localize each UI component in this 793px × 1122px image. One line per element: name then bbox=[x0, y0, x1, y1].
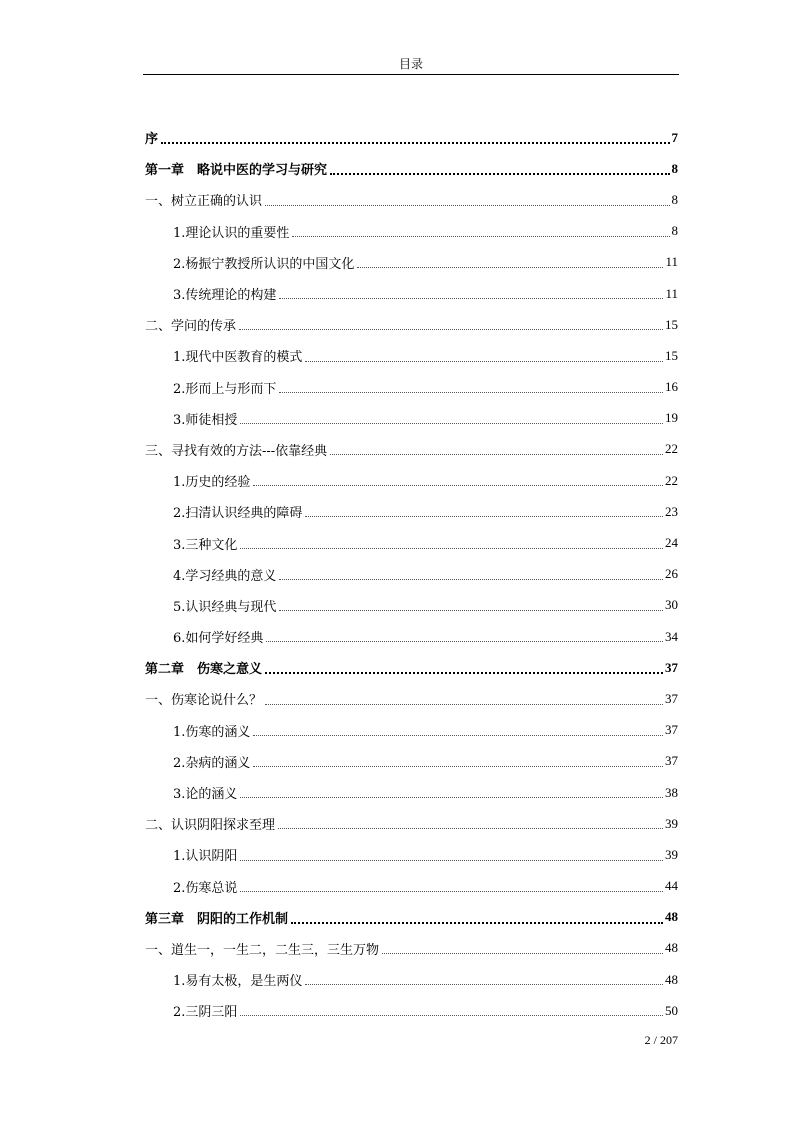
toc-entry-page-number: 39 bbox=[665, 846, 678, 862]
toc-entry-label: 2.杨振宁教授所认识的中国文化 bbox=[173, 256, 355, 272]
dot-leader bbox=[265, 671, 663, 674]
dot-leader bbox=[305, 515, 663, 517]
toc-section-entry[interactable] bbox=[145, 184, 678, 215]
toc-entry-page-number: 37 bbox=[665, 659, 678, 675]
toc-entry-page-number: 11 bbox=[665, 254, 678, 270]
toc-chapter-entry[interactable] bbox=[145, 652, 678, 683]
page-header bbox=[143, 56, 679, 75]
toc-entry-label: 二、认识阴阳探求至理 bbox=[145, 818, 276, 834]
dot-leader bbox=[305, 360, 663, 362]
dot-leader bbox=[240, 859, 663, 861]
toc-chapter-entry[interactable] bbox=[145, 153, 678, 184]
toc-entry-label: 2.形而上与形而下 bbox=[173, 381, 277, 397]
toc-entry-page-number: 16 bbox=[665, 379, 678, 395]
dot-leader bbox=[292, 235, 669, 237]
toc-entry-label: 3.师徒相授 bbox=[173, 412, 238, 428]
toc-entry-label: 一、道生一，一生二，二生三，三生万物 bbox=[145, 942, 380, 958]
toc-subsection-entry[interactable] bbox=[145, 372, 678, 403]
toc-entry-page-number: 15 bbox=[665, 347, 678, 363]
toc-entry-label: 二、学问的传承 bbox=[145, 319, 237, 335]
toc-entry-label: 4.学习经典的意义 bbox=[173, 568, 277, 584]
toc-entry-label: 3.三种文化 bbox=[173, 537, 238, 553]
toc-entry-page-number: 11 bbox=[665, 285, 678, 301]
toc-entry-page-number: 22 bbox=[665, 472, 678, 488]
toc-entry-page-number: 22 bbox=[665, 441, 678, 457]
toc-entry-page-number: 37 bbox=[665, 690, 678, 706]
toc-subsection-entry[interactable] bbox=[145, 340, 678, 371]
dot-leader bbox=[253, 734, 663, 736]
toc-entry-page-number: 34 bbox=[665, 628, 678, 644]
header-title: 目录 bbox=[398, 57, 423, 71]
toc-entry-label: 5.认识经典与现代 bbox=[173, 599, 277, 615]
dot-leader bbox=[240, 1014, 663, 1016]
dot-leader bbox=[240, 547, 663, 549]
toc-subsection-entry[interactable] bbox=[145, 496, 678, 527]
toc-entry-page-number: 15 bbox=[665, 316, 678, 332]
toc-entry-page-number: 37 bbox=[665, 722, 678, 738]
dot-leader bbox=[357, 266, 663, 268]
dot-leader bbox=[278, 827, 663, 829]
dot-leader bbox=[330, 453, 663, 455]
toc-chapter-entry[interactable] bbox=[145, 122, 678, 153]
toc-entry-label: 3.传统理论的构建 bbox=[173, 288, 277, 304]
dot-leader bbox=[240, 890, 663, 892]
toc-entry-page-number: 44 bbox=[665, 878, 678, 894]
toc-entry-label: 6.如何学好经典 bbox=[173, 631, 264, 647]
toc-entry-page-number: 30 bbox=[665, 597, 678, 613]
toc-subsection-entry[interactable] bbox=[145, 839, 678, 870]
toc-subsection-entry[interactable] bbox=[145, 995, 678, 1026]
toc-subsection-entry[interactable] bbox=[145, 777, 678, 808]
toc-section-entry[interactable] bbox=[145, 933, 678, 964]
toc-entry-page-number: 48 bbox=[665, 940, 678, 956]
toc-entry-label: 1.历史的经验 bbox=[173, 475, 251, 491]
toc-section-entry[interactable] bbox=[145, 434, 678, 465]
dot-leader bbox=[265, 703, 663, 705]
toc-entry-page-number: 7 bbox=[671, 129, 678, 145]
toc-subsection-entry[interactable] bbox=[145, 465, 678, 496]
dot-leader bbox=[305, 983, 663, 985]
toc-entry-page-number: 23 bbox=[665, 503, 678, 519]
dot-leader bbox=[240, 422, 663, 424]
dot-leader bbox=[240, 796, 663, 798]
dot-leader bbox=[279, 297, 663, 299]
toc-subsection-entry[interactable] bbox=[145, 590, 678, 621]
toc-entry-page-number: 39 bbox=[665, 815, 678, 831]
toc-subsection-entry[interactable] bbox=[145, 278, 678, 309]
toc-subsection-entry[interactable] bbox=[145, 247, 678, 278]
toc-section-entry[interactable] bbox=[145, 683, 678, 714]
dot-leader bbox=[253, 765, 663, 767]
toc-entry-label: 2.扫清认识经典的障碍 bbox=[173, 506, 303, 522]
toc-entry-page-number: 48 bbox=[665, 909, 678, 925]
toc-entry-page-number: 50 bbox=[665, 1002, 678, 1018]
toc-entry-label: 三、寻找有效的方法---依靠经典 bbox=[145, 443, 328, 459]
toc-section-entry[interactable] bbox=[145, 808, 678, 839]
toc-entry-label: 1.理论认识的重要性 bbox=[173, 225, 290, 241]
toc-entry-page-number: 19 bbox=[665, 410, 678, 426]
toc-entry-page-number: 8 bbox=[671, 191, 678, 207]
dot-leader bbox=[279, 609, 663, 611]
toc-entry-label: 第三章 阴阳的工作机制 bbox=[145, 911, 289, 927]
toc-entry-page-number: 8 bbox=[671, 160, 678, 176]
dot-leader bbox=[266, 640, 663, 642]
dot-leader bbox=[330, 172, 669, 175]
toc-section-entry[interactable] bbox=[145, 309, 678, 340]
dot-leader bbox=[161, 141, 669, 144]
dot-leader bbox=[239, 328, 663, 330]
toc-entry-label: 2.三阴三阳 bbox=[173, 1005, 238, 1021]
toc-entry-label: 1.认识阴阳 bbox=[173, 849, 238, 865]
toc-subsection-entry[interactable] bbox=[145, 559, 678, 590]
toc-entry-label: 序 bbox=[145, 132, 159, 148]
page-number: 2 / 207 bbox=[644, 1033, 678, 1047]
toc-entry-label: 一、树立正确的认识 bbox=[145, 194, 263, 210]
toc-entry-label: 1.易有太极，是生两仪 bbox=[173, 974, 303, 990]
toc-subsection-entry[interactable] bbox=[145, 216, 678, 247]
toc-entry-label: 第一章 略说中医的学习与研究 bbox=[145, 163, 328, 179]
toc-subsection-entry[interactable] bbox=[145, 715, 678, 746]
toc-entry-page-number: 26 bbox=[665, 566, 678, 582]
toc-entry-label: 第二章 伤寒之意义 bbox=[145, 662, 263, 678]
toc-entry-label: 1.伤寒的涵义 bbox=[173, 724, 251, 740]
toc-subsection-entry[interactable] bbox=[145, 871, 678, 902]
toc-entry-page-number: 38 bbox=[665, 784, 678, 800]
toc-entry-label: 3.论的涵义 bbox=[173, 787, 238, 803]
toc-subsection-entry[interactable] bbox=[145, 746, 678, 777]
dot-leader bbox=[279, 578, 663, 580]
toc-entry-label: 2.伤寒总说 bbox=[173, 880, 238, 896]
dot-leader bbox=[253, 484, 663, 486]
toc-entry-label: 1.现代中医教育的模式 bbox=[173, 350, 303, 366]
toc-entry-label: 一、伤寒论说什么？ bbox=[145, 693, 263, 709]
table-of-contents bbox=[145, 122, 678, 1026]
toc-subsection-entry[interactable] bbox=[145, 527, 678, 558]
toc-subsection-entry[interactable] bbox=[145, 964, 678, 995]
dot-leader bbox=[279, 391, 663, 393]
toc-entry-page-number: 48 bbox=[665, 971, 678, 987]
toc-entry-page-number: 37 bbox=[665, 753, 678, 769]
toc-chapter-entry[interactable] bbox=[145, 902, 678, 933]
toc-entry-label: 2.杂病的涵义 bbox=[173, 755, 251, 771]
toc-subsection-entry[interactable] bbox=[145, 621, 678, 652]
dot-leader bbox=[382, 952, 663, 954]
toc-entry-page-number: 24 bbox=[665, 535, 678, 551]
dot-leader bbox=[291, 921, 663, 924]
toc-subsection-entry[interactable] bbox=[145, 403, 678, 434]
dot-leader bbox=[265, 204, 669, 206]
toc-entry-page-number: 8 bbox=[671, 223, 678, 239]
